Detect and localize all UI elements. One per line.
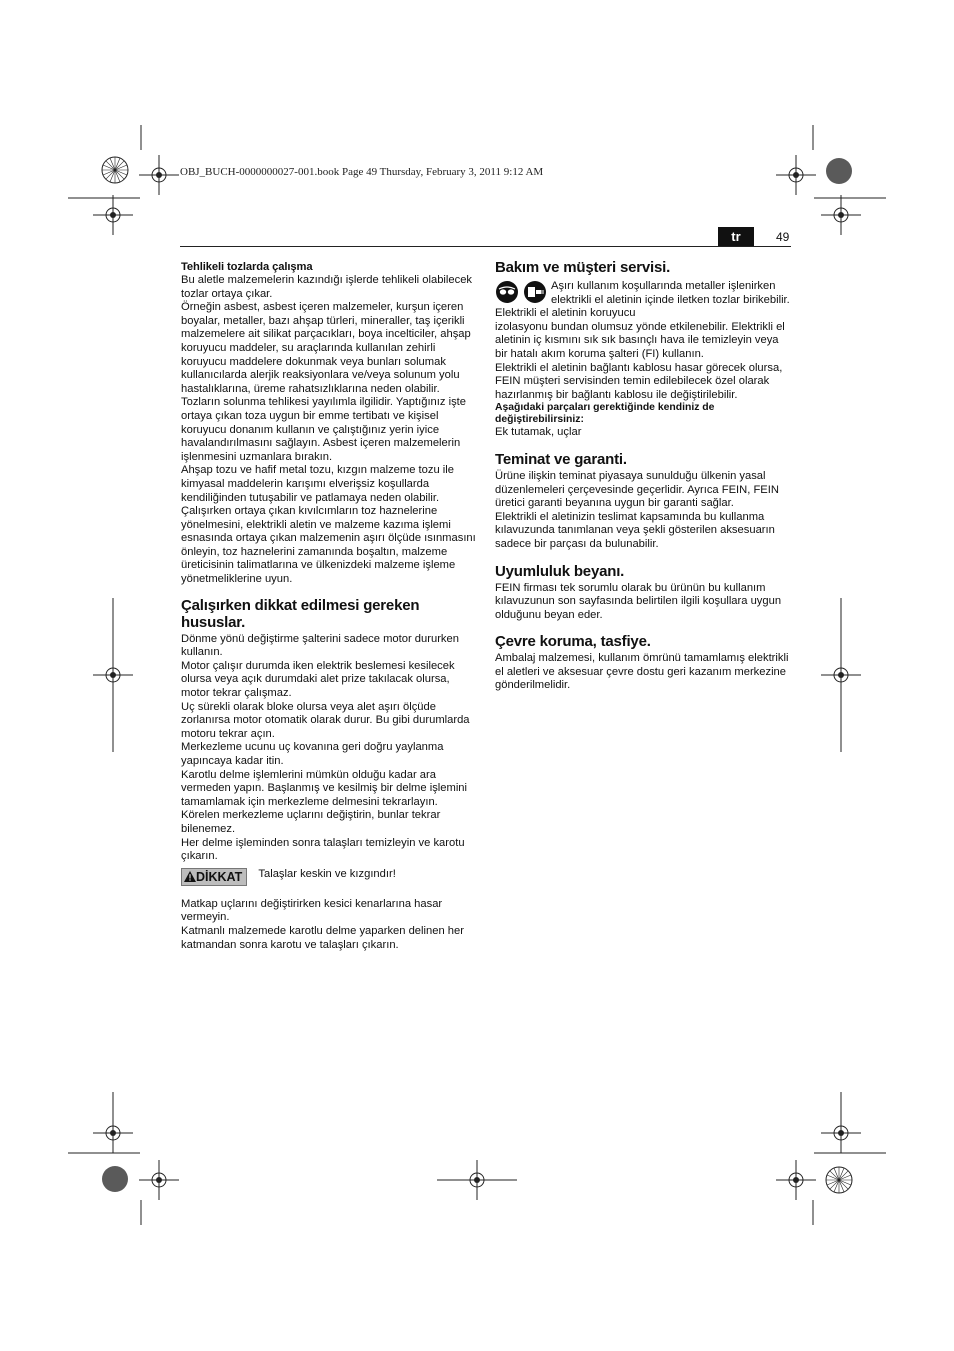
paragraph: Örneğin asbest, asbest içeren malzemeler, kurşun içeren boyalar, metaller, bazı ahşap türleri, mineraller, taş içerikli malzemelere ait silikat parçacıkları, boya incelticiler, ahşap koruyucu maddeler, su araçlarında kullanılan zehirli koruyucu maddelere dokunmak veya bunları solumak kullanıcılarda alerjik reaksiyonlara ve/veya solunum yolu hastalıklarına, üreme rahatsızlıklarına neden olabilir. Tozların solunma tehlikesi yayılımla ilgilidir. Yaptığınız işte ortaya çıkan toza uygun bir emme tertibatı ve kişisel koruyucu donanım kullanın ve çalıştığınız yerin iyice havalandırılmasını sağlayın. Asbest içeren malzemelerin işlenmesini uzmanlara bırakın. — [181, 301, 471, 463]
section-title: Bakım ve müşteri servisi. — [495, 259, 671, 276]
paragraph: FEIN firması tek sorumlu olarak bu ürünün bu kullanım kılavuzunun son sayfasında belirtilen ilgili koşullara uygun olduğunu beyan eder. — [495, 581, 782, 621]
header-rule — [180, 246, 791, 247]
left-column — [181, 260, 477, 952]
paragraph: Ek tutamak, uçlar — [495, 426, 582, 439]
paragraph: Ürüne ilişkin teminat piyasaya sunulduğu ülkenin yasal düzenlemeleri çerçevesinde geçerlidir. Ayrıca FEIN, FEIN üretici garanti beyanına uygun bir garanti sağlar. — [495, 469, 779, 510]
right-column — [495, 259, 791, 693]
language-tab: tr — [718, 227, 754, 247]
ppe-icon-group — [495, 280, 549, 304]
page-number: 49 — [776, 230, 790, 244]
paragraph: Matkap uçlarını değiştirirken kesici kenarlarına hasar vermeyin. — [181, 897, 443, 924]
paragraph: Ahşap tozu ve hafif metal tozu, kızgın malzeme tozu ile kimyasal maddelerin karışımı elverişsiz koşullarda kendiliğinden tutuşabilir ve patlamaya neden olabilir. Çalışırken ortaya çıkan kıvılcımların toz haznelerine yönelmesini, elektrikli aletin ve malzeme kazıma işlemi esnasında ortaya çıkan malzemenin aşırı ölçüde ısınmasını önleyin, toz haznelerini zamanında boşaltın, malzeme üreticisinin talimatlarına ve ülkenizdeki malzeme işleme yönetmeliklerine uyun. — [181, 464, 476, 586]
paragraph: Her delme işleminden sonra talaşları temizleyin ve karotu çıkarın. — [181, 836, 465, 863]
paragraph: Elektrikli el aletinizin teslimat kapsamında bu kullanma kılavuzunda tanımlanan veya şekli gösterilen aksesuarın sadece bir parçası da bulunabilir. — [495, 510, 775, 550]
section-title: Çevre koruma, tasfiye. — [495, 633, 651, 651]
warning-badge — [181, 868, 247, 886]
warning-text: Talaşlar keskin ve kızgındır! — [258, 867, 396, 880]
paragraph: Aşırı kullanım koşullarında metaller işlenirken elektrikli el aletinin içinde iletken tozlar birikebilir. Elektrikli el aletinin koruyucu — [495, 280, 790, 320]
section-title: Çalışırken dikkat edilmesi gereken hususlar. — [181, 596, 420, 631]
section-title: Tehlikeli tozlarda çalışma — [181, 261, 313, 273]
warning-triangle-icon — [184, 871, 196, 882]
paragraph: Dönme yönü değiştirme şalterini sadece motor dururken kullanın. — [181, 632, 459, 659]
paragraph: Uç sürekli olarak bloke olursa veya alet aşırı ölçüde zorlanırsa motor otomatik olarak durur. Bu gibi durumlarda motoru tekrar açın. — [181, 700, 470, 740]
unplug-manual-icon — [523, 280, 547, 304]
paragraph: Ambalaj malzemesi, kullanım ömrünü tamamlamış elektrikli el aletleri ve aksesuar çevre dostu geri kazanım merkezine gönderilmelidir. — [495, 652, 789, 692]
safety-icons-paragraph — [495, 280, 791, 321]
paragraph: Karotlu delme işlemlerini mümkün olduğu kadar ara vermeden yapın. Başlanmış ve kesilmiş bir delme işlemini tamamlamak için merkezleme delmesini tekrarlayın. — [181, 768, 468, 808]
paragraph: izolasyonu bundan olumsuz yönde etkilenebilir. Elektrikli el aletinin iç kısmını sık sık basınçlı hava ile temizleyin veya bir hatalı akım koruma şalteri (FI) kullanın. — [495, 320, 785, 360]
print-slug-line: OBJ_BUCH-0000000027-001.book Page 49 Thursday, February 3, 2011 9:12 AM — [180, 166, 544, 178]
warning-notice — [181, 868, 477, 898]
warning-label: DİKKAT — [196, 869, 243, 884]
eye-protection-icon — [495, 280, 519, 304]
paragraph: Körelen merkezleme uçlarını değiştirin, bunlar tekrar bilenemez. — [181, 809, 441, 835]
paragraph: Motor çalışır durumda iken elektrik beslemesi kesilecek olursa veya açık durumdaki alet prize takılacak olursa, motor tekrar çalışmaz. — [181, 659, 455, 700]
paragraph: Bu aletle malzemelerin kazındığı işlerde tehlikeli olabilecek tozlar ortaya çıkar. — [181, 274, 473, 300]
paragraph: Merkezleme ucunu uç kovanına geri doğru yaylanma yapıncaya kadar itin. — [181, 741, 444, 767]
paragraph: Elektrikli el aletinin bağlantı kablosu hasar görecek olursa, FEIN müşteri servisinden temin edilebilecek özel olarak hazırlanmış bir bağlantı kablosu ile değiştirilebilir. — [495, 361, 783, 401]
subheading: Aşağıdaki parçaları gerektiğinde kendiniz de değiştirebilirsiniz: — [495, 402, 715, 426]
paragraph: Katmanlı malzemede karotlu delme yaparken delinen her katmandan sonra karotu ve talaşları çıkarın. — [181, 924, 464, 951]
section-title: Teminat ve garanti. — [495, 450, 627, 468]
section-title: Uyumluluk beyanı. — [495, 562, 625, 580]
